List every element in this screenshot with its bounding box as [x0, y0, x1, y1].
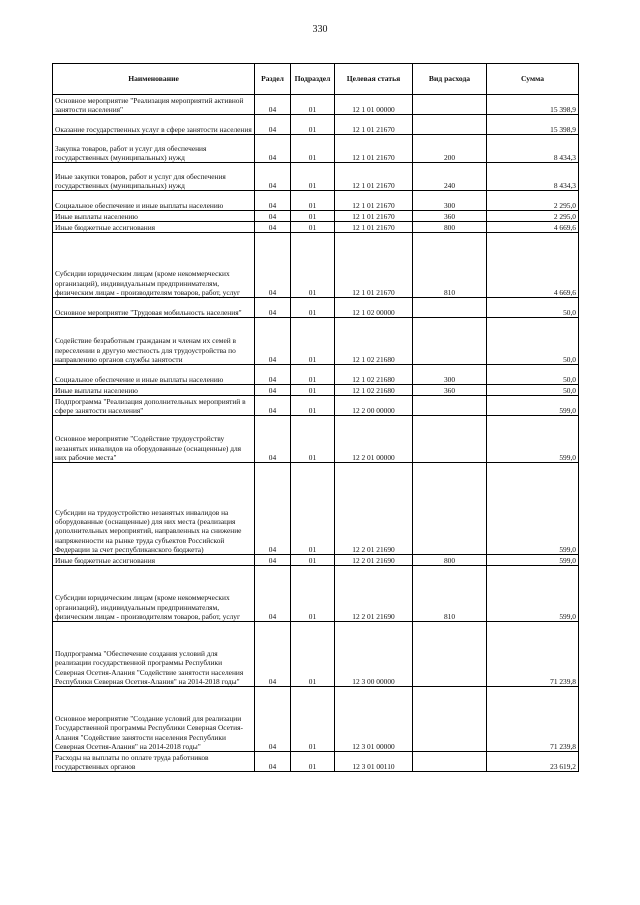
cell-section: 04 [255, 95, 291, 115]
cell-expense-type [413, 416, 487, 463]
cell-sum: 599,0 [487, 463, 579, 555]
cell-name: Иные выплаты населению [53, 385, 255, 396]
cell-expense-type [413, 396, 487, 416]
cell-sum: 2 295,0 [487, 211, 579, 222]
column-header-sum: Сумма [487, 64, 579, 95]
cell-sum: 4 669,6 [487, 222, 579, 233]
cell-expense-type [413, 115, 487, 135]
cell-target: 12 2 01 21690 [335, 555, 413, 566]
cell-target: 12 1 02 00000 [335, 298, 413, 318]
cell-sum: 50,0 [487, 385, 579, 396]
cell-subsection: 01 [291, 191, 335, 211]
cell-sum: 599,0 [487, 566, 579, 622]
column-header-target: Целевая статья [335, 64, 413, 95]
cell-name: Субсидии юридическим лицам (кроме некоммерческих организаций), индивидуальным предпринимателям, физическим лицам - производителям товаров, работ, услуг [53, 233, 255, 298]
cell-target: 12 3 01 00110 [335, 752, 413, 772]
table-row [53, 416, 579, 463]
cell-name: Подпрограмма "Обеспечение создания условий для реализации государственной программы Республики Северная Осетия-Алания "Содействие занятости населения Республики Северная Осетия-Алания" на 2014-2018 годы" [53, 622, 255, 687]
cell-subsection: 01 [291, 135, 335, 163]
cell-target: 12 1 01 21670 [335, 115, 413, 135]
cell-target: 12 2 01 21690 [335, 463, 413, 555]
cell-sum: 2 295,0 [487, 191, 579, 211]
cell-subsection: 01 [291, 416, 335, 463]
table-row [53, 135, 579, 163]
cell-subsection: 01 [291, 622, 335, 687]
cell-section: 04 [255, 463, 291, 555]
table-row [53, 566, 579, 622]
cell-section: 04 [255, 365, 291, 385]
table-row [53, 463, 579, 555]
cell-section: 04 [255, 752, 291, 772]
cell-name: Иные бюджетные ассигнования [53, 555, 255, 566]
cell-section: 04 [255, 416, 291, 463]
cell-expense-type [413, 687, 487, 752]
cell-subsection: 01 [291, 385, 335, 396]
cell-section: 04 [255, 211, 291, 222]
cell-name: Социальное обеспечение и иные выплаты населению [53, 365, 255, 385]
cell-name: Расходы на выплаты по оплате труда работников государственных органов [53, 752, 255, 772]
cell-sum: 50,0 [487, 318, 579, 365]
cell-subsection: 01 [291, 566, 335, 622]
cell-sum: 50,0 [487, 365, 579, 385]
cell-sum: 23 619,2 [487, 752, 579, 772]
cell-expense-type: 200 [413, 135, 487, 163]
table-row [53, 115, 579, 135]
cell-name: Подпрограмма "Реализация дополнительных мероприятий в сфере занятости населения" [53, 396, 255, 416]
cell-section: 04 [255, 566, 291, 622]
page-number: 330 [312, 24, 328, 35]
cell-subsection: 01 [291, 365, 335, 385]
table-header-row [53, 64, 579, 95]
table-row [53, 222, 579, 233]
cell-subsection: 01 [291, 233, 335, 298]
cell-section: 04 [255, 385, 291, 396]
cell-target: 12 1 02 21680 [335, 365, 413, 385]
cell-expense-type: 800 [413, 555, 487, 566]
cell-subsection: 01 [291, 463, 335, 555]
table-row [53, 233, 579, 298]
cell-subsection: 01 [291, 222, 335, 233]
cell-name: Основное мероприятие "Содействие трудоустройству незанятых инвалидов на оборудованные (оснащенные) для них рабочие места" [53, 416, 255, 463]
cell-target: 12 1 02 21680 [335, 318, 413, 365]
cell-section: 04 [255, 233, 291, 298]
cell-name: Социальное обеспечение и иные выплаты населению [53, 191, 255, 211]
cell-sum: 599,0 [487, 416, 579, 463]
table-row [53, 687, 579, 752]
cell-section: 04 [255, 318, 291, 365]
column-header-name: Наименование [53, 64, 255, 95]
table-body [53, 95, 579, 772]
cell-expense-type: 800 [413, 222, 487, 233]
budget-table [52, 63, 579, 772]
cell-section: 04 [255, 298, 291, 318]
cell-subsection: 01 [291, 163, 335, 191]
cell-target: 12 2 01 21690 [335, 566, 413, 622]
cell-target: 12 2 00 00000 [335, 396, 413, 416]
cell-sum: 8 434,3 [487, 135, 579, 163]
cell-expense-type: 240 [413, 163, 487, 191]
cell-sum: 8 434,3 [487, 163, 579, 191]
cell-expense-type [413, 463, 487, 555]
cell-subsection: 01 [291, 211, 335, 222]
cell-target: 12 3 01 00000 [335, 687, 413, 752]
cell-name: Субсидии на трудоустройство незанятых инвалидов на оборудованные (оснащенные) для них места (реализация дополнительных мероприятий, направленных на снижение напряженности на рынке труда субъектов Российской Федерации за счет республиканского бюджета) [53, 463, 255, 555]
cell-sum: 15 398,9 [487, 95, 579, 115]
cell-subsection: 01 [291, 555, 335, 566]
cell-sum: 4 669,6 [487, 233, 579, 298]
cell-name: Иные закупки товаров, работ и услуг для обеспечения государственных (муниципальных) нужд [53, 163, 255, 191]
table-row [53, 396, 579, 416]
cell-expense-type [413, 622, 487, 687]
cell-name: Содействие безработным гражданам и членам их семей в переселении в другую местность для трудоустройства по направлению органов службы занятости [53, 318, 255, 365]
column-header-subsection: Подраздел [291, 64, 335, 95]
cell-name: Основное мероприятие "Реализация мероприятий активной занятости населения" [53, 95, 255, 115]
cell-section: 04 [255, 622, 291, 687]
table-row [53, 365, 579, 385]
table-row [53, 298, 579, 318]
cell-name: Закупка товаров, работ и услуг для обеспечения государственных (муниципальных) нужд [53, 135, 255, 163]
table-row [53, 163, 579, 191]
cell-subsection: 01 [291, 298, 335, 318]
table-row [53, 318, 579, 365]
cell-expense-type: 300 [413, 365, 487, 385]
cell-target: 12 3 00 00000 [335, 622, 413, 687]
cell-expense-type [413, 298, 487, 318]
cell-target: 12 1 02 21680 [335, 385, 413, 396]
cell-name: Субсидии юридическим лицам (кроме некоммерческих организаций), индивидуальным предпринимателям, физическим лицам - производителям товаров, работ, услуг [53, 566, 255, 622]
cell-name: Иные бюджетные ассигнования [53, 222, 255, 233]
cell-sum: 50,0 [487, 298, 579, 318]
cell-subsection: 01 [291, 115, 335, 135]
cell-section: 04 [255, 163, 291, 191]
cell-sum: 599,0 [487, 555, 579, 566]
cell-target: 12 2 01 00000 [335, 416, 413, 463]
cell-sum: 71 239,8 [487, 687, 579, 752]
cell-name: Оказание государственных услуг в сфере занятости населения [53, 115, 255, 135]
cell-subsection: 01 [291, 396, 335, 416]
cell-section: 04 [255, 687, 291, 752]
cell-section: 04 [255, 135, 291, 163]
table-row [53, 622, 579, 687]
table-row [53, 211, 579, 222]
cell-expense-type [413, 318, 487, 365]
cell-expense-type: 810 [413, 233, 487, 298]
cell-target: 12 1 01 21670 [335, 191, 413, 211]
table-row [53, 752, 579, 772]
cell-sum: 599,0 [487, 396, 579, 416]
cell-target: 12 1 01 00000 [335, 95, 413, 115]
cell-expense-type: 300 [413, 191, 487, 211]
cell-subsection: 01 [291, 687, 335, 752]
cell-expense-type: 810 [413, 566, 487, 622]
cell-subsection: 01 [291, 318, 335, 365]
cell-section: 04 [255, 191, 291, 211]
cell-expense-type: 360 [413, 385, 487, 396]
table-row [53, 191, 579, 211]
cell-section: 04 [255, 555, 291, 566]
cell-name: Иные выплаты населению [53, 211, 255, 222]
cell-expense-type: 360 [413, 211, 487, 222]
column-header-expense-type: Вид расхода [413, 64, 487, 95]
cell-section: 04 [255, 115, 291, 135]
cell-name: Основное мероприятие "Трудовая мобильность населения" [53, 298, 255, 318]
table-row [53, 555, 579, 566]
cell-target: 12 1 01 21670 [335, 163, 413, 191]
cell-target: 12 1 01 21670 [335, 135, 413, 163]
cell-sum: 15 398,9 [487, 115, 579, 135]
cell-sum: 71 239,8 [487, 622, 579, 687]
cell-target: 12 1 01 21670 [335, 233, 413, 298]
cell-expense-type [413, 752, 487, 772]
cell-section: 04 [255, 222, 291, 233]
cell-subsection: 01 [291, 95, 335, 115]
cell-target: 12 1 01 21670 [335, 211, 413, 222]
cell-target: 12 1 01 21670 [335, 222, 413, 233]
cell-name: Основное мероприятие "Создание условий для реализации Государственной программы Республики Северная Осетия-Алания "Содействие занятости населения Республики Северная Осетия-Алания" на 2014-2018 годы" [53, 687, 255, 752]
cell-subsection: 01 [291, 752, 335, 772]
table-row [53, 95, 579, 115]
column-header-section: Раздел [255, 64, 291, 95]
cell-section: 04 [255, 396, 291, 416]
cell-expense-type [413, 95, 487, 115]
table-row [53, 385, 579, 396]
